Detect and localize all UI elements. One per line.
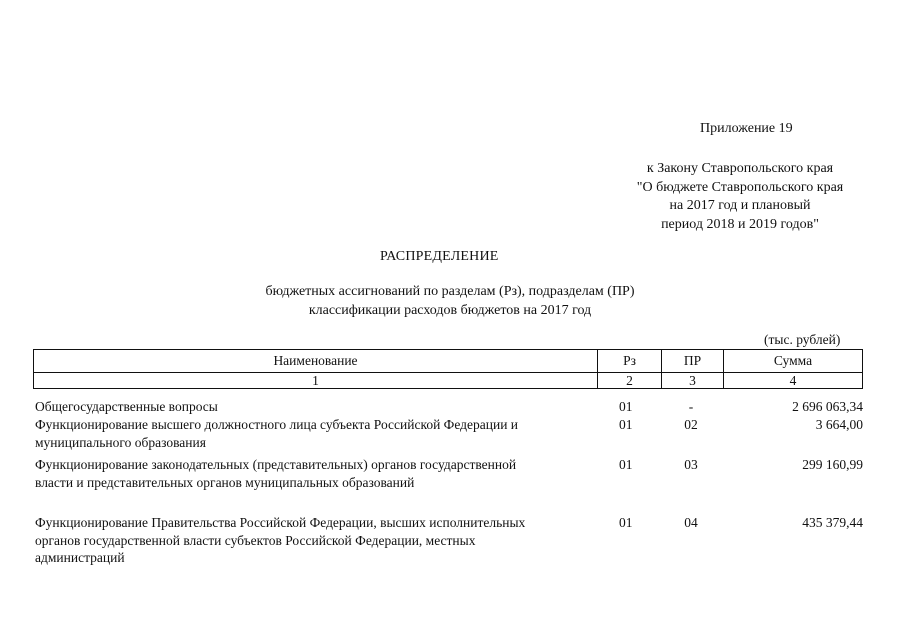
document-subtitle: [200, 282, 700, 320]
column-number: 2: [598, 373, 662, 389]
row-name-line: администраций: [35, 550, 125, 565]
row-pr: -: [688, 399, 694, 414]
subtitle-line: бюджетных ассигнований по разделам (Рз), подразделам (ПР): [265, 284, 635, 299]
law-line: "О бюджете Ставропольского края: [636, 179, 844, 195]
column-header-rz: Рз: [598, 350, 662, 373]
column-header-pr: ПР: [662, 350, 724, 373]
row-pr: 02: [684, 417, 698, 432]
column-number: 4: [724, 373, 863, 389]
appendix-number: Приложение 19: [700, 121, 793, 136]
column-header-row: [34, 350, 863, 373]
row-rz: 01: [619, 515, 633, 530]
column-number: 1: [34, 373, 598, 389]
subtitle-line: классификации расходов бюджетов на 2017 год: [308, 303, 592, 318]
row-name-line: Функционирование Правительства Российской Федерации, высших исполнительных: [35, 515, 526, 530]
row-name: [35, 514, 590, 567]
row-rz: 01: [619, 417, 633, 432]
row-name-line: власти и представительных органов муниципальных образований: [35, 474, 415, 490]
row-sum: 3 664,00: [815, 417, 863, 432]
row-name-line: Общегосударственные вопросы: [35, 399, 218, 414]
law-line: к Закону Ставропольского края: [646, 161, 834, 176]
row-sum: 435 379,44: [802, 515, 863, 530]
row-rz: 01: [619, 457, 633, 472]
table-header: [33, 349, 863, 389]
row-name: [35, 416, 590, 451]
row-name-line: органов государственной власти субъектов Российской Федерации, местных: [35, 532, 476, 548]
row-name: [35, 456, 590, 491]
row-sum: 2 696 063,34: [792, 399, 863, 414]
row-name-line: Функционирование законодательных (представительных) органов государственной: [35, 457, 517, 472]
column-number-row: [34, 373, 863, 389]
document-title: РАСПРЕДЕЛЕНИЕ: [380, 249, 499, 264]
row-pr: 03: [684, 457, 698, 472]
law-line: период 2018 и 2019 годов": [661, 216, 819, 232]
column-header-sum: Сумма: [724, 350, 863, 373]
units-label: (тыс. рублей): [764, 332, 841, 347]
law-reference: [620, 160, 860, 234]
column-number: 3: [662, 373, 724, 389]
row-name: [35, 398, 590, 416]
row-name-line: муниципального образования: [35, 434, 206, 450]
law-line: на 2017 год и плановый: [669, 198, 811, 213]
row-name-line: Функционирование высшего должностного лица субъекта Российской Федерации и: [35, 417, 519, 432]
row-pr: 04: [684, 515, 698, 530]
row-rz: 01: [619, 399, 633, 414]
row-sum: 299 160,99: [802, 457, 863, 472]
column-header-name: Наименование: [34, 350, 598, 373]
